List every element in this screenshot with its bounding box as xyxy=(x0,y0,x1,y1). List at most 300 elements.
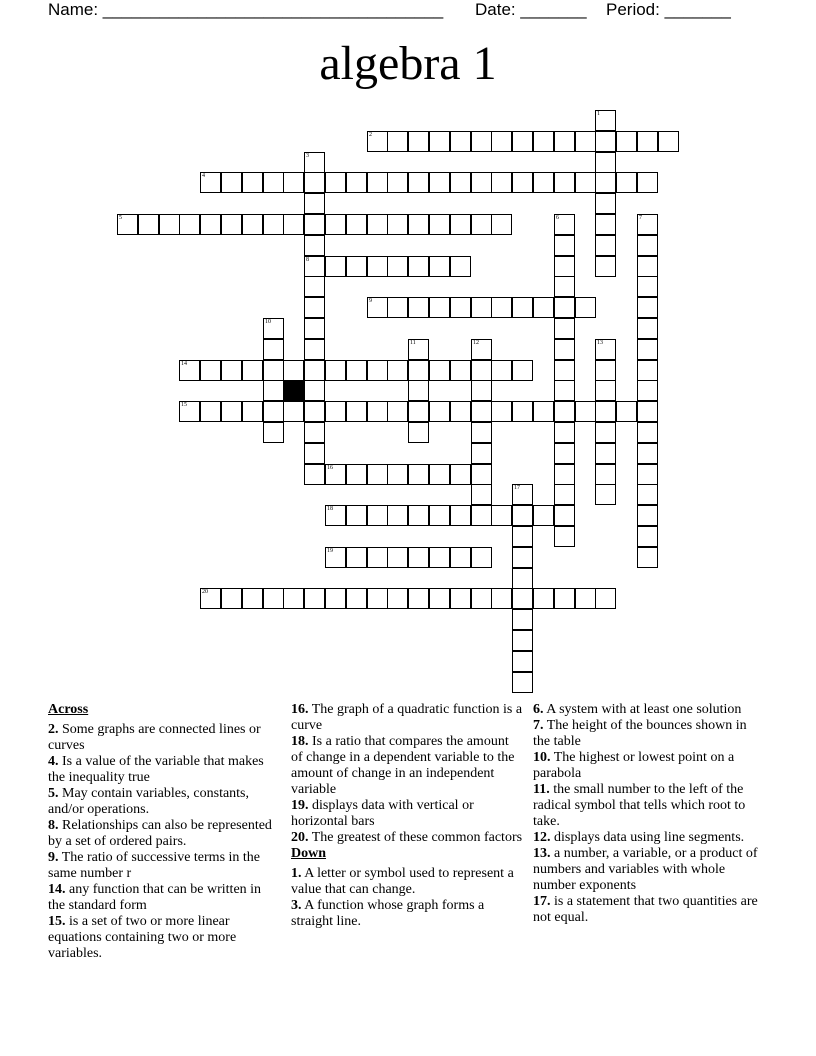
clue-text: Some graphs are connected lines or curves xyxy=(48,722,261,753)
crossword-cell[interactable] xyxy=(346,172,367,193)
crossword-cell[interactable] xyxy=(304,172,325,193)
crossword-cell[interactable] xyxy=(450,214,471,235)
crossword-cell[interactable] xyxy=(637,256,658,277)
crossword-cell[interactable] xyxy=(283,401,304,422)
crossword-cell[interactable] xyxy=(304,422,325,443)
down-clue xyxy=(533,894,765,926)
crossword-cell[interactable] xyxy=(304,318,325,339)
crossword-cell[interactable] xyxy=(450,464,471,485)
crossword-cell[interactable] xyxy=(637,380,658,401)
crossword-cell[interactable] xyxy=(491,172,512,193)
clue-text: A system with at least one solution xyxy=(543,702,742,717)
crossword-cell[interactable] xyxy=(429,297,450,318)
crossword-cell[interactable] xyxy=(595,443,616,464)
crossword-cell[interactable] xyxy=(471,214,492,235)
crossword-cell[interactable] xyxy=(491,505,512,526)
clue-text: displays data using line segments. xyxy=(550,830,745,845)
crossword-cell[interactable] xyxy=(367,131,388,152)
crossword-cell[interactable] xyxy=(283,172,304,193)
crossword-cell[interactable] xyxy=(533,505,554,526)
cell-number: 14 xyxy=(181,361,187,367)
crossword-cell[interactable] xyxy=(304,360,325,381)
crossword-cell[interactable] xyxy=(637,235,658,256)
down-clue xyxy=(533,782,765,830)
clue-number: 18. xyxy=(291,734,309,749)
crossword-cell[interactable] xyxy=(429,505,450,526)
page-title: algebra 1 xyxy=(319,37,497,90)
crossword-cell[interactable] xyxy=(471,422,492,443)
crossword-cell[interactable] xyxy=(304,443,325,464)
crossword-cell[interactable] xyxy=(595,401,616,422)
crossword-cell[interactable] xyxy=(637,339,658,360)
crossword-cell[interactable] xyxy=(179,214,200,235)
crossword-cell[interactable] xyxy=(367,256,388,277)
crossword-cell[interactable] xyxy=(575,401,596,422)
crossword-cell[interactable] xyxy=(283,214,304,235)
crossword-cell[interactable] xyxy=(263,588,284,609)
crossword-cell[interactable] xyxy=(491,588,512,609)
crossword-cell[interactable] xyxy=(512,360,533,381)
crossword-cell[interactable] xyxy=(512,131,533,152)
crossword-cell[interactable] xyxy=(304,256,325,277)
crossword-cell[interactable] xyxy=(554,339,575,360)
cell-number: 9 xyxy=(369,298,372,304)
crossword-cell[interactable] xyxy=(387,214,408,235)
crossword-cell[interactable] xyxy=(554,214,575,235)
crossword-cell[interactable] xyxy=(263,339,284,360)
crossword-cell[interactable] xyxy=(387,505,408,526)
crossword-cell[interactable] xyxy=(408,547,429,568)
crossword-cell[interactable] xyxy=(346,360,367,381)
date-field[interactable]: Date: _______ xyxy=(475,0,587,19)
clue-number: 5. xyxy=(48,786,59,801)
cell-number: 19 xyxy=(327,548,333,554)
crossword-cell[interactable] xyxy=(450,401,471,422)
crossword-cell[interactable] xyxy=(450,505,471,526)
crossword-cell[interactable] xyxy=(471,443,492,464)
clue-number: 4. xyxy=(48,754,59,769)
clue-number: 7. xyxy=(533,718,544,733)
clue-number: 1. xyxy=(291,866,302,881)
crossword-cell[interactable] xyxy=(200,401,221,422)
crossword-cell[interactable] xyxy=(325,505,346,526)
crossword-cell[interactable] xyxy=(471,172,492,193)
crossword-cell[interactable] xyxy=(304,297,325,318)
crossword-cell[interactable] xyxy=(242,401,263,422)
clue-column-2 xyxy=(291,702,523,930)
crossword-cell[interactable] xyxy=(429,360,450,381)
crossword-cell[interactable] xyxy=(637,131,658,152)
clue-column-1 xyxy=(48,702,280,962)
crossword-cell[interactable] xyxy=(450,256,471,277)
crossword-cell[interactable] xyxy=(304,276,325,297)
crossword-cell[interactable] xyxy=(263,360,284,381)
crossword-cell[interactable] xyxy=(616,401,637,422)
crossword-cell[interactable] xyxy=(471,484,492,505)
crossword-cell[interactable] xyxy=(595,360,616,381)
crossword-cell[interactable] xyxy=(637,484,658,505)
crossword-cell[interactable] xyxy=(429,547,450,568)
crossword-cell[interactable] xyxy=(367,464,388,485)
crossword-cell[interactable] xyxy=(408,131,429,152)
crossword-cell[interactable] xyxy=(595,464,616,485)
clue-text: The ratio of successive terms in the same number r xyxy=(48,850,261,881)
crossword-cell[interactable] xyxy=(616,131,637,152)
clue-number: 19. xyxy=(291,798,309,813)
clue-number: 13. xyxy=(533,846,551,861)
crossword-cell[interactable] xyxy=(491,214,512,235)
crossword-cell[interactable] xyxy=(554,505,575,526)
crossword-cell[interactable] xyxy=(637,443,658,464)
crossword-cell[interactable] xyxy=(387,547,408,568)
crossword-cell[interactable] xyxy=(595,235,616,256)
crossword-cell[interactable] xyxy=(512,630,533,651)
clue-text: May contain variables, constants, and/or operations. xyxy=(48,786,250,817)
crossword-cell[interactable] xyxy=(491,360,512,381)
crossword-cell[interactable] xyxy=(471,380,492,401)
down-clue xyxy=(291,866,523,898)
crossword-cell[interactable] xyxy=(263,318,284,339)
crossword-cell[interactable] xyxy=(325,464,346,485)
crossword-cell[interactable] xyxy=(595,193,616,214)
crossword-cell[interactable] xyxy=(533,401,554,422)
crossword-cell[interactable] xyxy=(408,256,429,277)
crossword-cell[interactable] xyxy=(554,464,575,485)
crossword-cell[interactable] xyxy=(263,401,284,422)
cell-number: 1 xyxy=(597,111,600,117)
crossword-cell[interactable] xyxy=(637,276,658,297)
crossword-cell[interactable] xyxy=(450,131,471,152)
crossword-cell[interactable] xyxy=(387,256,408,277)
crossword-cell[interactable] xyxy=(595,380,616,401)
across-clue xyxy=(48,882,280,914)
crossword-cell[interactable] xyxy=(471,588,492,609)
crossword-cell[interactable] xyxy=(429,401,450,422)
crossword-cell[interactable] xyxy=(595,152,616,173)
crossword-cell[interactable] xyxy=(512,484,533,505)
crossword-cell[interactable] xyxy=(138,214,159,235)
crossword-cell[interactable] xyxy=(408,380,429,401)
crossword-cell[interactable] xyxy=(304,339,325,360)
crossword-cell[interactable] xyxy=(595,131,616,152)
crossword-cell[interactable] xyxy=(200,588,221,609)
crossword-cell[interactable] xyxy=(346,505,367,526)
period-field[interactable]: Period: _______ xyxy=(606,0,731,19)
crossword-cell[interactable] xyxy=(304,152,325,173)
cell-number: 10 xyxy=(265,319,271,325)
crossword-cell[interactable] xyxy=(595,256,616,277)
across-clue xyxy=(48,850,280,882)
crossword-cell[interactable] xyxy=(408,172,429,193)
crossword-cell[interactable] xyxy=(471,131,492,152)
clue-number: 15. xyxy=(48,914,66,929)
crossword-cell[interactable] xyxy=(637,297,658,318)
crossword-cell[interactable] xyxy=(242,588,263,609)
crossword-cell[interactable] xyxy=(263,380,284,401)
crossword-cell[interactable] xyxy=(554,360,575,381)
clue-number: 6. xyxy=(533,702,544,717)
crossword-cell[interactable] xyxy=(554,484,575,505)
crossword-cell[interactable] xyxy=(387,172,408,193)
crossword-cell[interactable] xyxy=(408,401,429,422)
crossword-cell[interactable] xyxy=(387,464,408,485)
crossword-cell[interactable] xyxy=(595,484,616,505)
crossword-cell[interactable] xyxy=(471,505,492,526)
crossword-cell[interactable] xyxy=(221,588,242,609)
crossword-cell[interactable] xyxy=(263,214,284,235)
crossword-cell[interactable] xyxy=(408,422,429,443)
crossword-block xyxy=(283,380,304,401)
crossword-cell[interactable] xyxy=(367,547,388,568)
crossword-cell[interactable] xyxy=(512,505,533,526)
cell-number: 20 xyxy=(202,589,208,595)
crossword-cell[interactable] xyxy=(179,401,200,422)
across-clue-list-cont xyxy=(291,702,523,846)
crossword-cell[interactable] xyxy=(242,214,263,235)
crossword-cell[interactable] xyxy=(387,588,408,609)
crossword-cell[interactable] xyxy=(512,609,533,630)
crossword-cell[interactable] xyxy=(595,339,616,360)
crossword-cell[interactable] xyxy=(450,547,471,568)
crossword-cell[interactable] xyxy=(637,526,658,547)
crossword-cell[interactable] xyxy=(512,588,533,609)
crossword-cell[interactable] xyxy=(471,401,492,422)
crossword-cell[interactable] xyxy=(491,131,512,152)
cell-number: 16 xyxy=(327,465,333,471)
cell-number: 5 xyxy=(119,215,122,221)
crossword-cell[interactable] xyxy=(533,297,554,318)
crossword-cell[interactable] xyxy=(450,588,471,609)
crossword-cell[interactable] xyxy=(575,588,596,609)
crossword-cell[interactable] xyxy=(595,110,616,131)
crossword-cell[interactable] xyxy=(387,360,408,381)
down-clue xyxy=(291,898,523,930)
crossword-cell[interactable] xyxy=(533,172,554,193)
crossword-cell[interactable] xyxy=(554,443,575,464)
crossword-cell[interactable] xyxy=(512,526,533,547)
crossword-cell[interactable] xyxy=(387,401,408,422)
crossword-cell[interactable] xyxy=(554,256,575,277)
crossword-cell[interactable] xyxy=(408,297,429,318)
crossword-cell[interactable] xyxy=(595,422,616,443)
crossword-cell[interactable] xyxy=(429,256,450,277)
crossword-cell[interactable] xyxy=(325,214,346,235)
crossword-cell[interactable] xyxy=(491,297,512,318)
across-heading: Across xyxy=(48,702,89,717)
crossword-cell[interactable] xyxy=(263,422,284,443)
crossword-cell[interactable] xyxy=(471,464,492,485)
crossword-cell[interactable] xyxy=(179,360,200,381)
crossword-cell[interactable] xyxy=(471,547,492,568)
crossword-cell[interactable] xyxy=(554,131,575,152)
crossword-cell[interactable] xyxy=(367,588,388,609)
crossword-cell[interactable] xyxy=(554,380,575,401)
cell-number: 6 xyxy=(556,215,559,221)
crossword-cell[interactable] xyxy=(200,214,221,235)
crossword-cell[interactable] xyxy=(304,464,325,485)
crossword-cell[interactable] xyxy=(637,401,658,422)
clue-number: 17. xyxy=(533,894,551,909)
crossword-cell[interactable] xyxy=(575,297,596,318)
crossword-cell[interactable] xyxy=(325,360,346,381)
crossword-cell[interactable] xyxy=(450,172,471,193)
crossword-cell[interactable] xyxy=(658,131,679,152)
crossword-cell[interactable] xyxy=(263,172,284,193)
crossword-cell[interactable] xyxy=(200,172,221,193)
clue-number: 16. xyxy=(291,702,309,717)
crossword-cell[interactable] xyxy=(512,547,533,568)
crossword-cell[interactable] xyxy=(554,235,575,256)
crossword-cell[interactable] xyxy=(242,360,263,381)
crossword-cell[interactable] xyxy=(117,214,138,235)
crossword-cell[interactable] xyxy=(533,131,554,152)
crossword-cell[interactable] xyxy=(512,568,533,589)
crossword-cell[interactable] xyxy=(367,360,388,381)
crossword-cell[interactable] xyxy=(408,464,429,485)
cell-number: 7 xyxy=(639,215,642,221)
crossword-cell[interactable] xyxy=(408,339,429,360)
crossword-cell[interactable] xyxy=(346,256,367,277)
crossword-cell[interactable] xyxy=(533,588,554,609)
crossword-cell[interactable] xyxy=(554,401,575,422)
crossword-cell[interactable] xyxy=(304,193,325,214)
crossword-cell[interactable] xyxy=(554,172,575,193)
crossword-cell[interactable] xyxy=(512,401,533,422)
crossword-cell[interactable] xyxy=(304,235,325,256)
clue-number: 3. xyxy=(291,898,302,913)
crossword-cell[interactable] xyxy=(221,214,242,235)
crossword-cell[interactable] xyxy=(637,464,658,485)
crossword-cell[interactable] xyxy=(408,360,429,381)
crossword-cell[interactable] xyxy=(221,360,242,381)
down-heading: Down xyxy=(291,846,327,861)
crossword-cell[interactable] xyxy=(325,256,346,277)
down-clue-list xyxy=(291,866,523,930)
crossword-cell[interactable] xyxy=(637,172,658,193)
crossword-cell[interactable] xyxy=(346,214,367,235)
crossword-cell[interactable] xyxy=(575,131,596,152)
crossword-cell[interactable] xyxy=(616,172,637,193)
crossword-cell[interactable] xyxy=(346,588,367,609)
crossword-cell[interactable] xyxy=(387,297,408,318)
crossword-cell[interactable] xyxy=(346,401,367,422)
crossword-cell[interactable] xyxy=(595,172,616,193)
crossword-cell[interactable] xyxy=(283,360,304,381)
crossword-cell[interactable] xyxy=(221,172,242,193)
crossword-cell[interactable] xyxy=(408,505,429,526)
cell-number: 2 xyxy=(369,132,372,138)
clue-text: Is a ratio that compares the amount of change in a dependent variable to the amount of change in an independent variable xyxy=(291,734,515,797)
crossword-cell[interactable] xyxy=(429,214,450,235)
name-field[interactable]: Name: ____________________________________ xyxy=(48,0,444,19)
crossword-cell[interactable] xyxy=(595,588,616,609)
across-clue-list xyxy=(48,722,280,962)
crossword-cell[interactable] xyxy=(429,172,450,193)
crossword-cell[interactable] xyxy=(408,588,429,609)
cell-number: 11 xyxy=(410,340,416,346)
crossword-cell[interactable] xyxy=(367,505,388,526)
crossword-cell[interactable] xyxy=(429,464,450,485)
crossword-cell[interactable] xyxy=(408,214,429,235)
crossword-cell[interactable] xyxy=(637,360,658,381)
crossword-cell[interactable] xyxy=(429,131,450,152)
crossword-cell[interactable] xyxy=(471,360,492,381)
crossword-cell[interactable] xyxy=(429,588,450,609)
crossword-cell[interactable] xyxy=(491,401,512,422)
crossword-cell[interactable] xyxy=(325,588,346,609)
crossword-cell[interactable] xyxy=(221,401,242,422)
clue-number: 20. xyxy=(291,830,309,845)
crossword-cell[interactable] xyxy=(283,588,304,609)
down-clue xyxy=(533,846,765,894)
crossword-cell[interactable] xyxy=(367,214,388,235)
crossword-cell[interactable] xyxy=(304,588,325,609)
clue-text: The height of the bounces shown in the table xyxy=(533,718,747,749)
crossword-cell[interactable] xyxy=(554,276,575,297)
crossword-cell[interactable] xyxy=(159,214,180,235)
crossword-cell[interactable] xyxy=(367,401,388,422)
clue-text: The highest or lowest point on a parabola xyxy=(533,750,735,781)
crossword-cell[interactable] xyxy=(512,651,533,672)
down-clue xyxy=(533,702,765,718)
crossword-cell[interactable] xyxy=(450,360,471,381)
crossword-cell[interactable] xyxy=(554,526,575,547)
crossword-cell[interactable] xyxy=(554,318,575,339)
crossword-cell[interactable] xyxy=(242,172,263,193)
across-clue xyxy=(48,914,280,962)
crossword-cell[interactable] xyxy=(304,380,325,401)
crossword-cell[interactable] xyxy=(554,297,575,318)
crossword-cell[interactable] xyxy=(554,422,575,443)
crossword-cell[interactable] xyxy=(554,588,575,609)
clue-number: 12. xyxy=(533,830,551,845)
crossword-cell[interactable] xyxy=(387,131,408,152)
crossword-cell[interactable] xyxy=(325,172,346,193)
crossword-cell[interactable] xyxy=(637,318,658,339)
crossword-cell[interactable] xyxy=(450,297,471,318)
cell-number: 4 xyxy=(202,173,205,179)
across-clue xyxy=(291,734,523,798)
crossword-cell[interactable] xyxy=(637,505,658,526)
crossword-cell[interactable] xyxy=(367,172,388,193)
crossword-cell[interactable] xyxy=(325,547,346,568)
crossword-cell[interactable] xyxy=(637,422,658,443)
crossword-cell[interactable] xyxy=(512,297,533,318)
crossword-cell[interactable] xyxy=(200,360,221,381)
across-clue xyxy=(48,818,280,850)
clue-text: The greatest of these common factors xyxy=(308,830,523,845)
crossword-cell[interactable] xyxy=(575,172,596,193)
crossword-cell[interactable] xyxy=(512,172,533,193)
crossword-cell[interactable] xyxy=(346,547,367,568)
crossword-cell[interactable] xyxy=(637,214,658,235)
crossword-cell[interactable] xyxy=(367,297,388,318)
clue-number: 11. xyxy=(533,782,550,797)
down-clue-list-cont xyxy=(533,702,765,926)
crossword-cell[interactable] xyxy=(595,214,616,235)
crossword-cell[interactable] xyxy=(471,297,492,318)
crossword-cell[interactable] xyxy=(346,464,367,485)
clue-number: 2. xyxy=(48,722,59,737)
clue-text: Is a value of the variable that makes the inequality true xyxy=(48,754,264,785)
crossword-cell[interactable] xyxy=(512,672,533,693)
crossword-cell[interactable] xyxy=(325,401,346,422)
crossword-cell[interactable] xyxy=(304,214,325,235)
across-clue xyxy=(48,754,280,786)
crossword-cell[interactable] xyxy=(471,339,492,360)
crossword-cell[interactable] xyxy=(637,547,658,568)
crossword-cell[interactable] xyxy=(304,401,325,422)
